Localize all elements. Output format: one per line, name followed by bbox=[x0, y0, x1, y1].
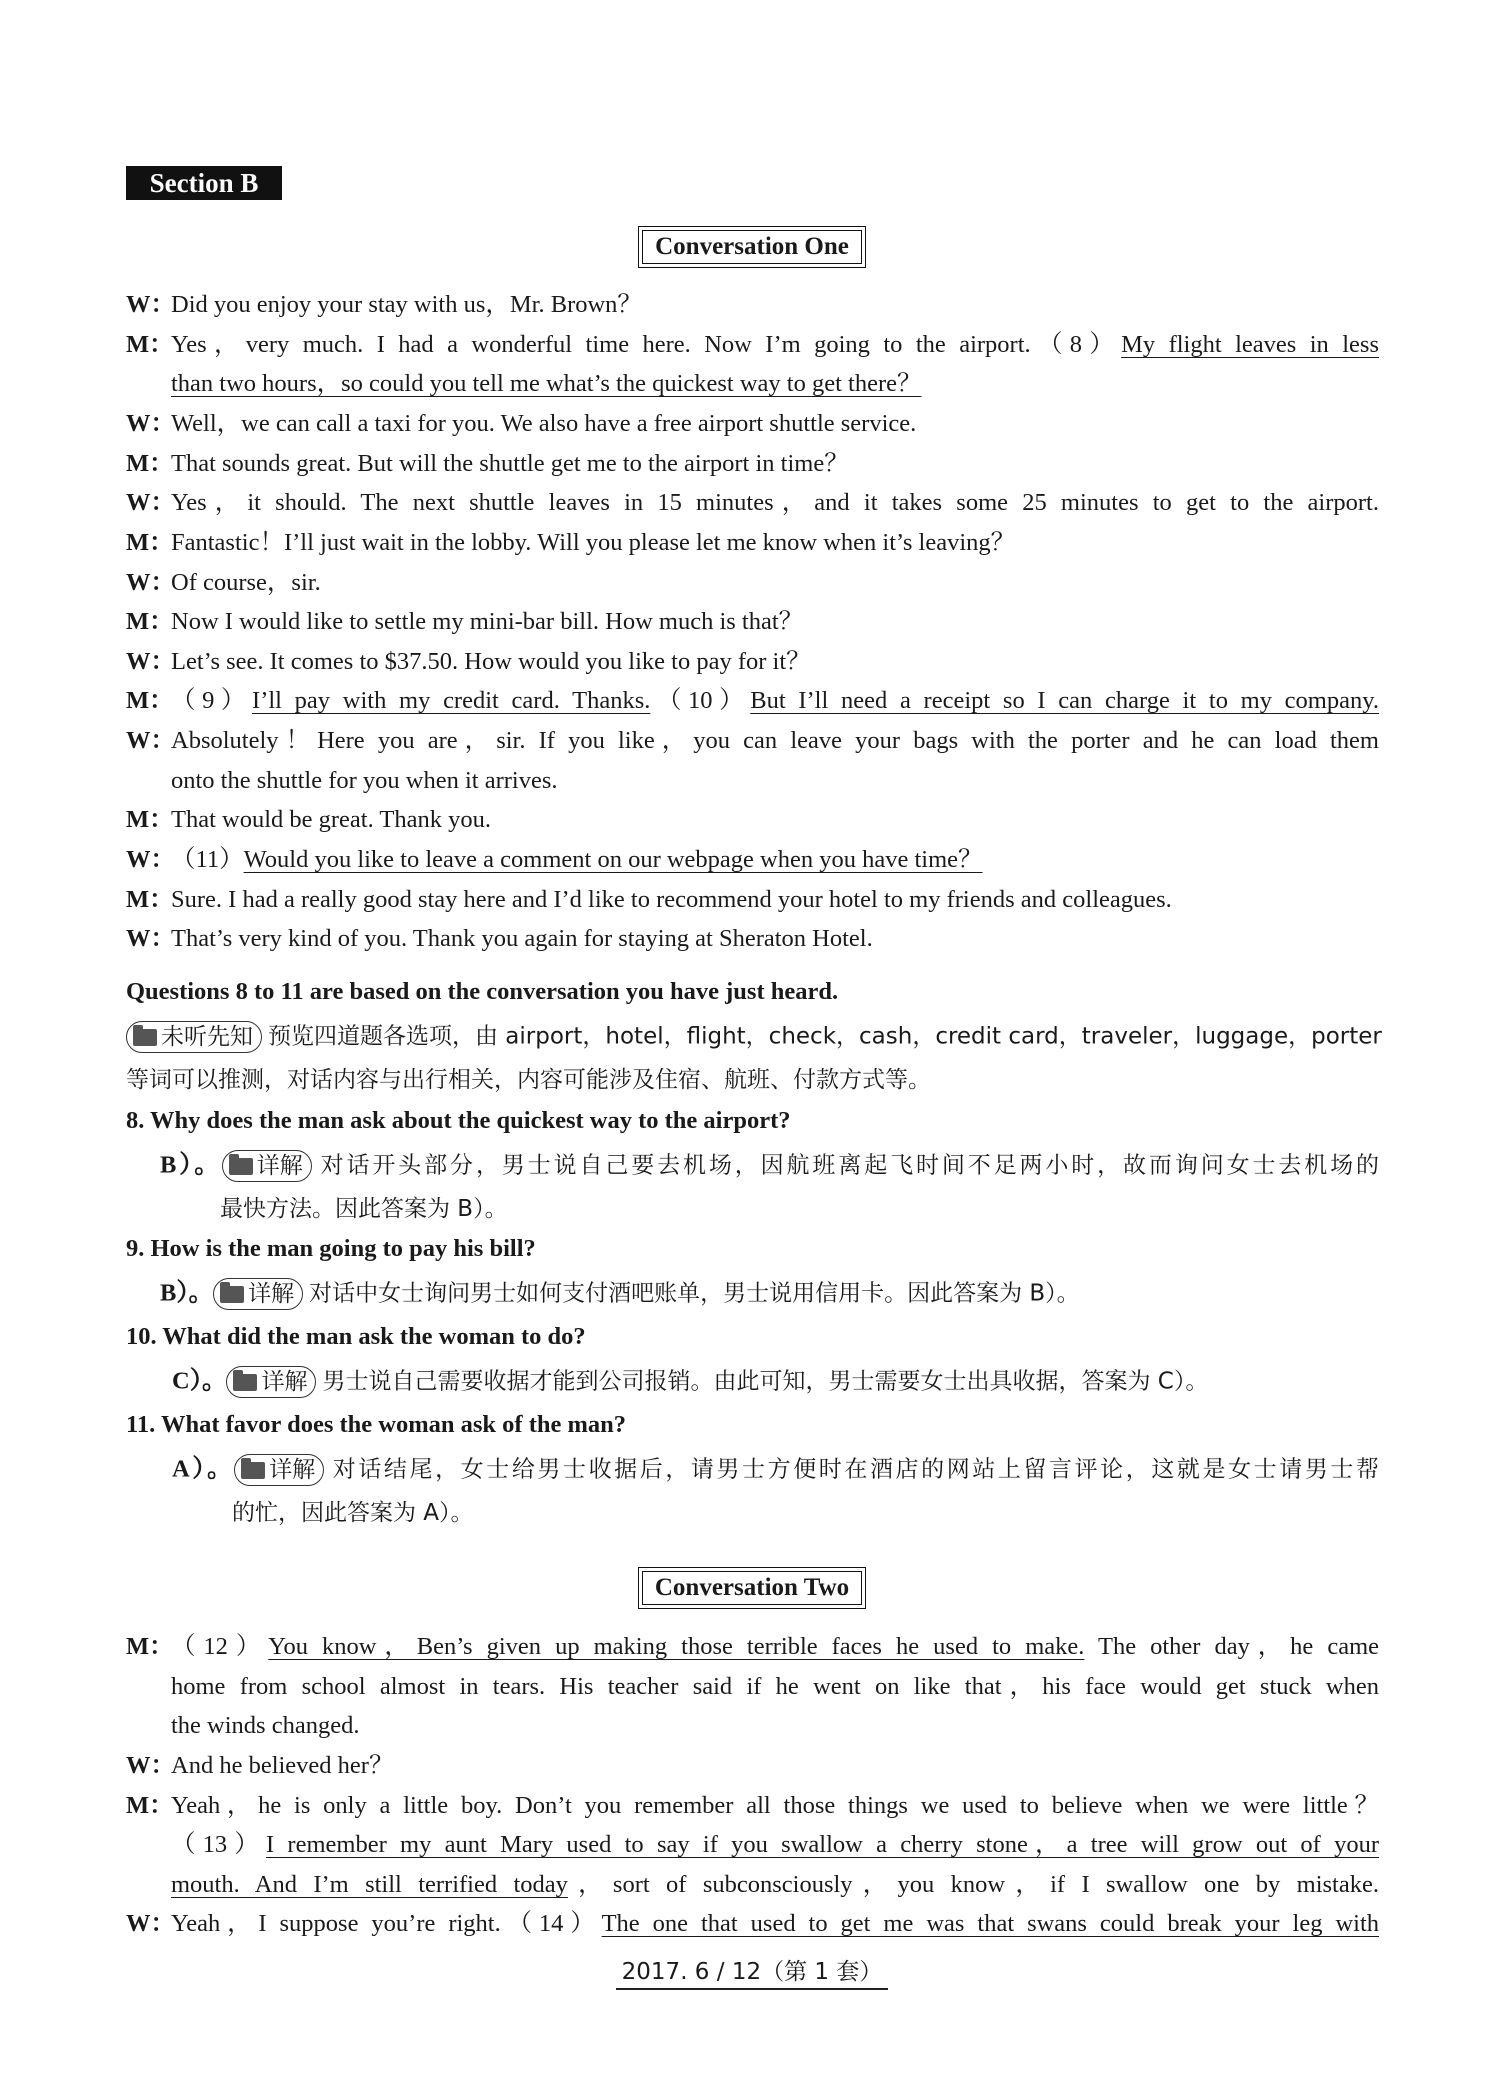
speaker-label: W： bbox=[126, 1910, 175, 1937]
speaker-label: M： bbox=[126, 331, 174, 358]
dialogue-line: Of course，sir. bbox=[171, 569, 321, 596]
section-label: Section B bbox=[126, 166, 282, 200]
question-item: 9. How is the man going to pay his bill? bbox=[126, 1235, 536, 1262]
speaker-label: W： bbox=[126, 648, 175, 675]
answer-letter: B）。 bbox=[160, 1279, 214, 1307]
dialogue-line: （11）Would you like to leave a comment on our webpage when you have time？ bbox=[171, 846, 983, 873]
dialogue-line: That sounds great. But will the shuttle get me to the airport in time？ bbox=[171, 450, 849, 477]
dialogue-line: Well，we can call a taxi for you. We also have a free airport shuttle service. bbox=[171, 410, 917, 437]
question-item: 10. What did the man ask the woman to do? bbox=[126, 1323, 586, 1350]
explanation-line: 最快方法。因此答案为 B）。 bbox=[220, 1196, 508, 1222]
questions-header: Questions 8 to 11 are based on the conversation you have just heard. bbox=[126, 978, 839, 1005]
answer-letter: B）。 bbox=[160, 1151, 222, 1179]
speaker-label: M： bbox=[126, 450, 174, 477]
speaker-label: M： bbox=[126, 1792, 174, 1819]
detail-badge: 详解 bbox=[226, 1366, 316, 1398]
preview-badge: 未听先知 bbox=[126, 1021, 262, 1053]
folder-icon bbox=[233, 1374, 257, 1391]
speaker-label: W： bbox=[126, 727, 175, 754]
speaker-label: W： bbox=[126, 846, 175, 873]
dialogue-line: And he believed her？ bbox=[171, 1752, 394, 1779]
speaker-label: W： bbox=[126, 291, 175, 318]
detail-badge: 详解 bbox=[234, 1454, 324, 1486]
question-item: 8. Why does the man ask about the quickest way to the airport? bbox=[126, 1107, 791, 1134]
dialogue-line: than two hours，so could you tell me what’s the quickest way to get there？ bbox=[171, 370, 922, 397]
dialogue-line: （12）You know，Ben’s given up making those terrible faces he used to make. The other day，he came bbox=[171, 1633, 1380, 1660]
page-number: 2017. 6 / 12（第 1 套） bbox=[616, 1957, 889, 1990]
speaker-label: W： bbox=[126, 410, 175, 437]
dialogue-line: home from school almost in tears. His teacher said if he went on like that，his face would get stuck when bbox=[171, 1673, 1379, 1700]
preview-line: 未听先知 预览四道题各选项，由 airport，hotel，flight，check，cash，credit card，traveler，luggage，porter bbox=[126, 1021, 1379, 1053]
preview-line: 等词可以推测，对话内容与出行相关，内容可能涉及住宿、航班、付款方式等。 bbox=[126, 1067, 931, 1093]
speaker-label: M： bbox=[126, 608, 174, 635]
speaker-label: W： bbox=[126, 569, 175, 596]
folder-icon bbox=[133, 1029, 157, 1046]
dialogue-line: onto the shuttle for you when it arrives. bbox=[171, 767, 558, 794]
folder-icon bbox=[229, 1158, 253, 1175]
explanation-line: B）。 详解 对话中女士询问男士如何支付酒吧账单，男士说用信用卡。因此答案为 B）。 bbox=[160, 1278, 1080, 1310]
dialogue-line: Now I would like to settle my mini-bar bill. How much is that？ bbox=[171, 608, 804, 635]
dialogue-line: the winds changed. bbox=[171, 1712, 360, 1739]
dialogue-line: Let’s see. It comes to $37.50. How would you like to pay for it？ bbox=[171, 648, 811, 675]
page-footer bbox=[0, 1957, 1504, 1990]
dialogue-line: Yeah，I suppose you’re right.（14）The one that used to get me was that swans could break your leg with bbox=[171, 1910, 1379, 1937]
dialogue-line: Fantastic！I’ll just wait in the lobby. Will you please let me know when it’s leaving？ bbox=[171, 529, 1016, 556]
dialogue-line: （13）I remember my aunt Mary used to say if you swallow a cherry stone，a tree will grow out of your bbox=[171, 1831, 1380, 1858]
dialogue-line: mouth. And I’m still terrified today，sort of subconsciously，you know，if I swallow one by mistake. bbox=[171, 1871, 1379, 1898]
speaker-label: W： bbox=[126, 1752, 175, 1779]
dialogue-line: Sure. I had a really good stay here and I’d like to recommend your hotel to my friends and colleagues. bbox=[171, 886, 1172, 913]
dialogue-line: That would be great. Thank you. bbox=[171, 806, 492, 833]
speaker-label: W： bbox=[126, 925, 175, 952]
dialogue-line: （9）I’ll pay with my credit card. Thanks.（10）But I’ll need a receipt so I can charge it to my company. bbox=[171, 687, 1380, 714]
speaker-label: M： bbox=[126, 687, 174, 714]
answer-letter: A）。 bbox=[172, 1455, 235, 1483]
conversation-one-title: Conversation One bbox=[0, 226, 1504, 268]
dialogue-line: Yes，very much. I had a wonderful time here. Now I’m going to the airport.（8）My flight leaves in less bbox=[171, 331, 1379, 358]
detail-badge: 详解 bbox=[213, 1278, 303, 1310]
speaker-label: M： bbox=[126, 1633, 174, 1660]
explanation-line: C）。 详解 男士说自己需要收据才能到公司报销。由此可知，男士需要女士出具收据，答案为 C）。 bbox=[172, 1366, 1208, 1398]
conversation-two-title: Conversation Two bbox=[0, 1567, 1504, 1609]
question-item: 11. What favor does the woman ask of the man? bbox=[126, 1411, 627, 1438]
speaker-label: W： bbox=[126, 489, 175, 516]
speaker-label: M： bbox=[126, 529, 174, 556]
dialogue-line: That’s very kind of you. Thank you again for staying at Sheraton Hotel. bbox=[171, 925, 873, 952]
answer-letter: C）。 bbox=[172, 1367, 227, 1395]
speaker-label: M： bbox=[126, 806, 174, 833]
detail-badge: 详解 bbox=[222, 1150, 312, 1182]
dialogue-line: Absolutely！Here you are，sir. If you like，you can leave your bags with the porter and he can load them bbox=[171, 727, 1379, 754]
speaker-label: M： bbox=[126, 886, 174, 913]
dialogue-line: Did you enjoy your stay with us，Mr. Brown？ bbox=[171, 291, 642, 318]
explanation-line: A）。 详解 对话结尾，女士给男士收据后，请男士方便时在酒店的网站上留言评论，这就是女士请男士帮 bbox=[172, 1454, 1379, 1486]
explanation-line: B）。 详解 对话开头部分，男士说自己要去机场，因航班离起飞时间不足两小时，故而询问女士去机场的 bbox=[160, 1150, 1379, 1182]
dialogue-line: Yeah，he is only a little boy. Don’t you remember all those things we used to believe when we were little？ bbox=[171, 1792, 1379, 1819]
folder-icon bbox=[220, 1286, 244, 1303]
dialogue-line: Yes，it should. The next shuttle leaves in 15 minutes，and it takes some 25 minutes to get to the airport. bbox=[171, 489, 1379, 516]
explanation-line: 的忙，因此答案为 A）。 bbox=[232, 1500, 474, 1526]
folder-icon bbox=[241, 1462, 265, 1479]
